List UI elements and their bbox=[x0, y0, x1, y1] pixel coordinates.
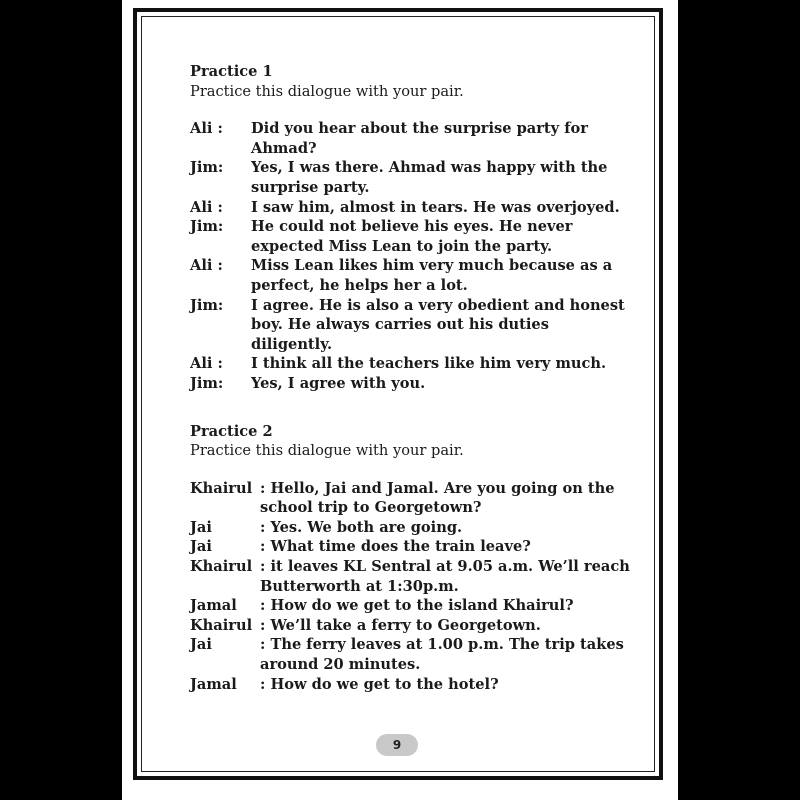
practice-1-heading: Practice 1 bbox=[190, 63, 273, 80]
dialogue-2 bbox=[190, 479, 630, 695]
practice-2-section bbox=[190, 422, 630, 695]
dialogue-text: : How do we get to the hotel? bbox=[260, 675, 499, 693]
speaker-name: Jim: bbox=[190, 218, 224, 236]
page-number: 9 bbox=[376, 734, 418, 756]
dialogue-line bbox=[190, 119, 630, 158]
practice-1-section bbox=[190, 62, 630, 394]
dialogue-text: He could not believe his eyes. He never expected Miss Lean to join the party. bbox=[251, 218, 573, 255]
dialogue-line bbox=[190, 518, 630, 538]
practice-2-heading: Practice 2 bbox=[190, 422, 273, 440]
dialogue-text: I saw him, almost in tears. He was overjoyed. bbox=[251, 198, 620, 216]
dialogue-text: Miss Lean likes him very much because as a perfect, he helps her a lot. bbox=[251, 257, 613, 294]
dialogue-line bbox=[190, 217, 630, 256]
speaker-name: Ali : bbox=[190, 198, 223, 216]
dialogue-line bbox=[190, 537, 630, 557]
speaker-name: Jim: bbox=[190, 374, 224, 392]
dialogue-line bbox=[190, 198, 630, 218]
dialogue-line bbox=[190, 596, 630, 616]
dialogue-line bbox=[190, 557, 630, 596]
practice-1-instruction: Practice this dialogue with your pair. bbox=[190, 82, 464, 100]
speaker-name: Khairul bbox=[190, 479, 253, 497]
dialogue-line bbox=[190, 675, 630, 695]
speaker-name: Jai bbox=[190, 538, 212, 556]
speaker-name: Khairul bbox=[190, 616, 253, 634]
page-content bbox=[190, 62, 630, 722]
speaker-name: Jamal bbox=[190, 597, 237, 615]
dialogue-text: Yes, I agree with you. bbox=[251, 374, 426, 392]
dialogue-line bbox=[190, 374, 630, 394]
dialogue-text: : We’ll take a ferry to Georgetown. bbox=[260, 616, 541, 634]
dialogue-text: Did you hear about the surprise party for Ahmad? bbox=[251, 120, 588, 157]
dialogue-text: Yes, I was there. Ahmad was happy with the surprise party. bbox=[251, 159, 608, 196]
speaker-name: Jim: bbox=[190, 296, 224, 314]
dialogue-text: I agree. He is also a very obedient and honest boy. He always carries out his duties diligently. bbox=[251, 296, 625, 353]
dialogue-text: : How do we get to the island Khairul? bbox=[260, 597, 574, 615]
speaker-name: Jamal bbox=[190, 675, 237, 693]
speaker-name: Khairul bbox=[190, 558, 253, 576]
dialogue-line bbox=[190, 354, 630, 374]
dialogue-1 bbox=[190, 119, 630, 393]
speaker-name: Jai bbox=[190, 636, 212, 654]
speaker-name: Ali : bbox=[190, 257, 223, 275]
dialogue-line bbox=[190, 616, 630, 636]
dialogue-line bbox=[190, 479, 630, 518]
dialogue-line bbox=[190, 296, 630, 355]
dialogue-line bbox=[190, 256, 630, 295]
speaker-name: Ali : bbox=[190, 120, 223, 138]
dialogue-text: : What time does the train leave? bbox=[260, 538, 531, 556]
dialogue-text: : Hello, Jai and Jamal. Are you going on the school trip to Georgetown? bbox=[260, 479, 615, 517]
dialogue-text: : it leaves KL Sentral at 9.05 a.m. We’ll reach Butterworth at 1:30p.m. bbox=[260, 558, 630, 595]
speaker-name: Jim: bbox=[190, 159, 224, 177]
speaker-name: Ali : bbox=[190, 355, 223, 373]
dialogue-text: I think all the teachers like him very much. bbox=[251, 355, 607, 373]
dialogue-text: : The ferry leaves at 1.00 p.m. The trip takes around 20 minutes. bbox=[260, 636, 624, 674]
dialogue-line bbox=[190, 635, 630, 674]
speaker-name: Jai bbox=[190, 518, 212, 536]
dialogue-line bbox=[190, 158, 630, 197]
dialogue-text: : Yes. We both are going. bbox=[260, 518, 463, 536]
practice-2-instruction: Practice this dialogue with your pair. bbox=[190, 442, 464, 460]
